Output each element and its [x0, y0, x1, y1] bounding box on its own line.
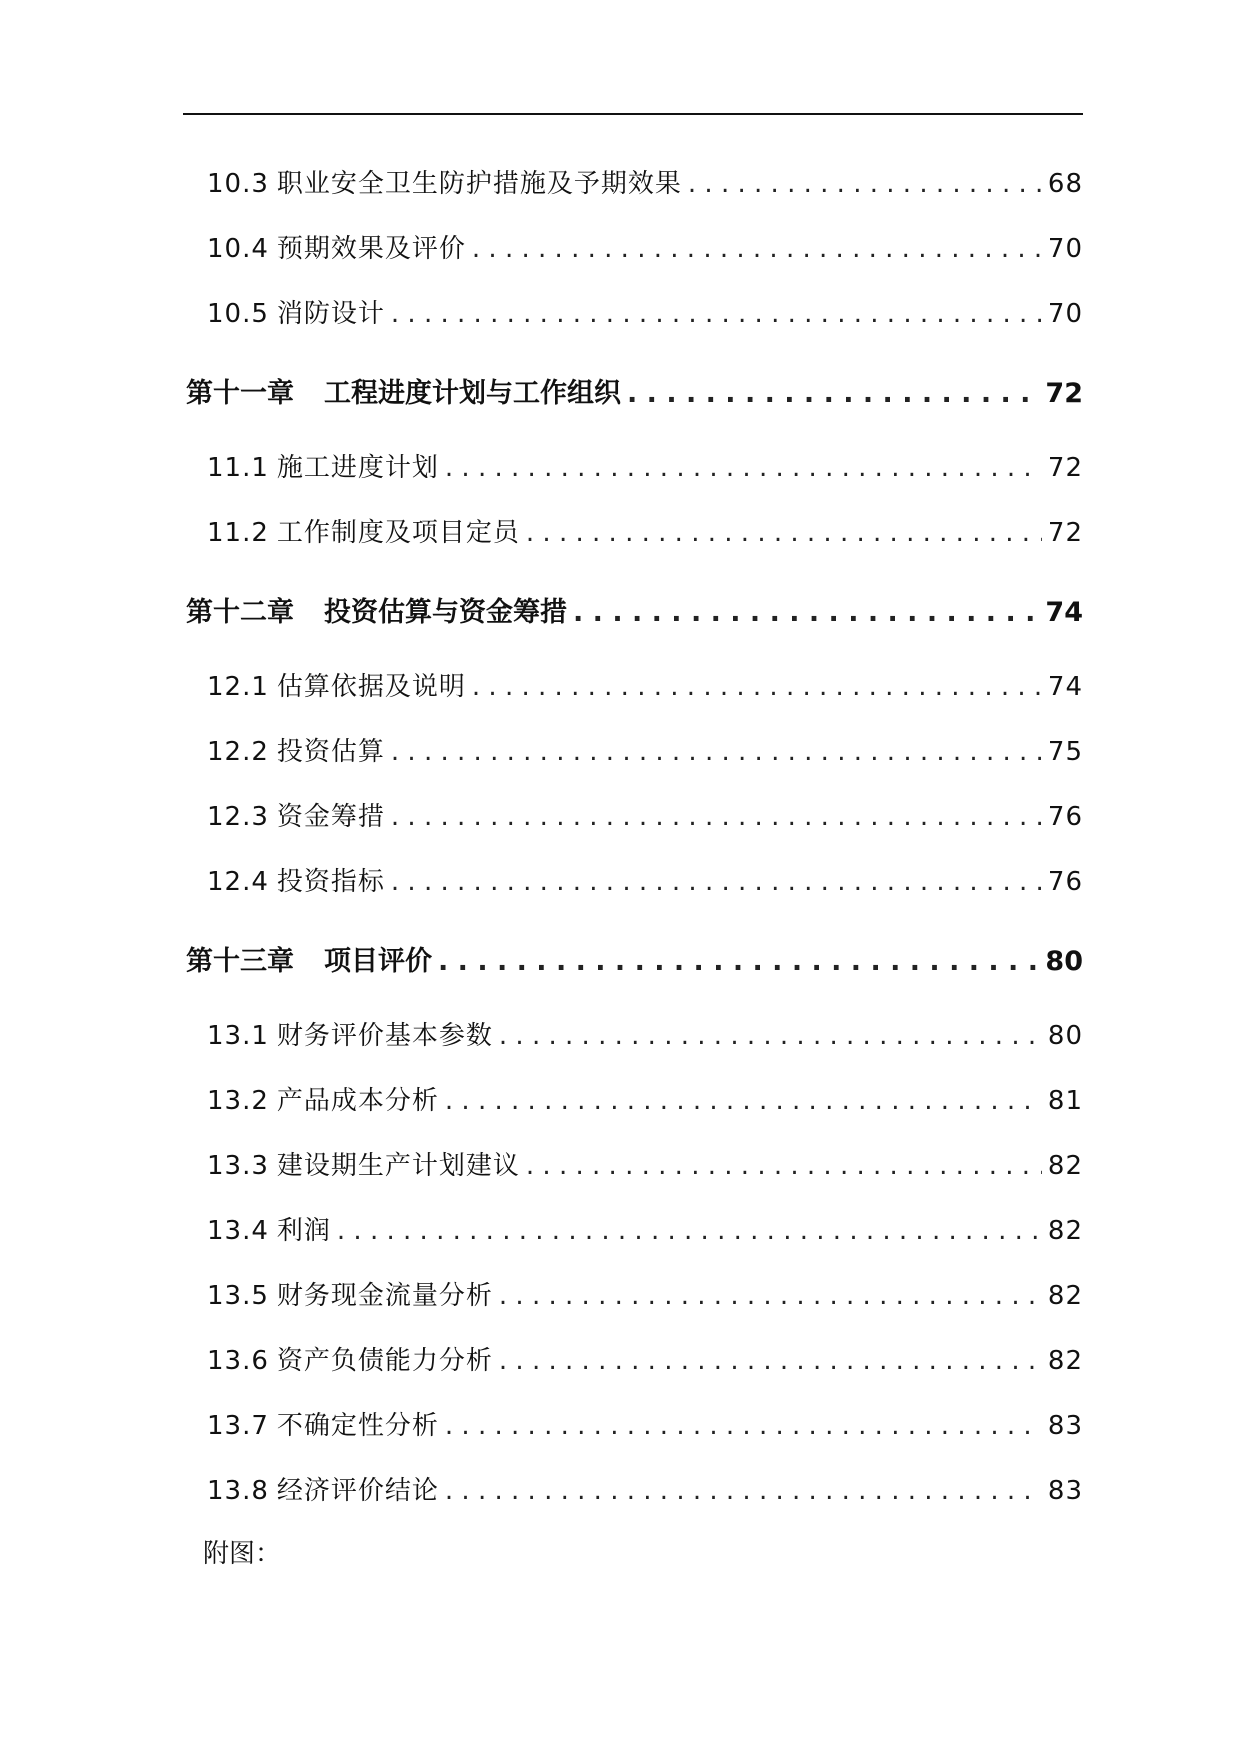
toc-entry-title: 不确定性分析 [276, 1411, 439, 1441]
toc-entry-number: 12.3 [207, 802, 269, 832]
toc-entry-number: 13.4 [207, 1216, 269, 1246]
toc-entry-title: 财务评价基本参数 [276, 1021, 493, 1051]
toc-entry-page: 75 [1047, 737, 1083, 767]
toc-entry-page: 81 [1047, 1086, 1083, 1116]
toc-entry-title: 产品成本分析 [276, 1086, 439, 1116]
toc-entry-page: 70 [1047, 299, 1083, 329]
toc-chapter-title: 投资估算与资金筹措 [324, 597, 567, 628]
toc-entry-13-2[interactable] [207, 1080, 1083, 1117]
toc-dot-leader [499, 1346, 1042, 1376]
toc-chapter-page: 74 [1045, 597, 1083, 628]
toc-entry-number: 13.8 [207, 1476, 269, 1506]
toc-entry-page: 70 [1047, 234, 1083, 264]
toc-entry-title: 财务现金流量分析 [276, 1281, 493, 1311]
toc-dot-leader [391, 867, 1042, 897]
toc-dot-leader [472, 672, 1042, 702]
toc-entry-page: 83 [1047, 1476, 1083, 1506]
toc-entry-page: 76 [1047, 867, 1083, 897]
toc-entry-page: 82 [1047, 1216, 1083, 1246]
toc-dot-leader [688, 169, 1042, 199]
toc-dot-leader [438, 946, 1039, 977]
toc-entry-number: 12.2 [207, 737, 269, 767]
toc-entry-number: 13.1 [207, 1021, 269, 1051]
toc-dot-leader [526, 518, 1042, 548]
toc-entry-title: 投资指标 [276, 867, 385, 897]
toc-entry-page: 72 [1047, 518, 1083, 548]
toc-chapter-13[interactable] [186, 939, 1083, 978]
appendix-label: 附图： [203, 1539, 282, 1569]
toc-dot-leader [391, 299, 1042, 329]
toc-dot-leader [526, 1151, 1042, 1181]
toc-dot-leader [445, 453, 1042, 483]
toc-entry-page: 68 [1047, 169, 1083, 199]
toc-entry-10-3[interactable] [207, 163, 1083, 200]
toc-dot-leader [337, 1216, 1042, 1246]
toc-entry-title: 经济评价结论 [276, 1476, 439, 1506]
toc-entry-10-4[interactable] [207, 228, 1083, 265]
toc-entry-13-7[interactable] [207, 1405, 1083, 1442]
toc-entry-page: 83 [1047, 1411, 1083, 1441]
toc-entry-title: 工作制度及项目定员 [276, 518, 520, 548]
toc-entry-page: 76 [1047, 802, 1083, 832]
toc-entry-number: 13.5 [207, 1281, 269, 1311]
toc-dot-leader [391, 802, 1042, 832]
toc-entry-11-2[interactable] [207, 512, 1083, 549]
toc-chapter-12[interactable] [186, 590, 1083, 629]
toc-dot-leader [445, 1476, 1042, 1506]
toc-entry-number: 13.3 [207, 1151, 269, 1181]
toc-chapter-page: 80 [1045, 946, 1083, 977]
toc-chapter-title: 工程进度计划与工作组织 [324, 378, 621, 409]
toc-entry-number: 12.1 [207, 672, 269, 702]
header-rule [183, 113, 1083, 115]
toc-chapter-page: 72 [1045, 378, 1083, 409]
toc-dot-leader [391, 737, 1042, 767]
toc-entry-page: 74 [1047, 672, 1083, 702]
toc-entry-page: 82 [1047, 1281, 1083, 1311]
toc-dot-leader [499, 1281, 1042, 1311]
toc-entry-number: 13.2 [207, 1086, 269, 1116]
toc-entry-12-1[interactable] [207, 666, 1083, 703]
toc-entry-title: 预期效果及评价 [276, 234, 466, 264]
toc-entry-number: 10.5 [207, 299, 269, 329]
toc-entry-13-3[interactable] [207, 1145, 1083, 1182]
toc-entry-11-1[interactable] [207, 447, 1083, 484]
toc-chapter-number: 第十一章 [186, 378, 294, 409]
toc-entry-13-1[interactable] [207, 1015, 1083, 1052]
toc-chapter-number: 第十三章 [186, 946, 294, 977]
toc-entry-title: 资金筹措 [276, 802, 385, 832]
toc-entry-number: 13.7 [207, 1411, 269, 1441]
toc-entry-number: 13.6 [207, 1346, 269, 1376]
toc-entry-page: 80 [1047, 1021, 1083, 1051]
toc-chapter-11[interactable] [186, 371, 1083, 410]
toc-entry-13-8[interactable] [207, 1470, 1083, 1507]
toc-entry-13-5[interactable] [207, 1275, 1083, 1312]
toc-entry-number: 11.1 [207, 453, 269, 483]
toc-entry-number: 12.4 [207, 867, 269, 897]
toc-entry-13-4[interactable] [207, 1210, 1083, 1247]
toc-entry-title: 估算依据及说明 [276, 672, 466, 702]
toc-entry-page: 82 [1047, 1151, 1083, 1181]
toc-dot-leader [445, 1411, 1042, 1441]
toc-dot-leader [499, 1021, 1042, 1051]
toc-entry-title: 资产负债能力分析 [276, 1346, 493, 1376]
toc-entry-title: 职业安全卫生防护措施及予期效果 [276, 169, 682, 199]
toc-entry-12-3[interactable] [207, 796, 1083, 833]
toc-chapter-title: 项目评价 [324, 946, 432, 977]
toc-dot-leader [573, 597, 1039, 628]
toc-entry-number: 11.2 [207, 518, 269, 548]
toc-chapter-number: 第十二章 [186, 597, 294, 628]
toc-entry-title: 消防设计 [276, 299, 385, 329]
toc-dot-leader [627, 378, 1039, 409]
toc-entry-13-6[interactable] [207, 1340, 1083, 1377]
toc-entry-number: 10.4 [207, 234, 269, 264]
toc-entry-title: 建设期生产计划建议 [276, 1151, 520, 1181]
toc-entry-page: 72 [1047, 453, 1083, 483]
toc-entry-10-5[interactable] [207, 293, 1083, 330]
toc-dot-leader [445, 1086, 1042, 1116]
toc-entry-title: 投资估算 [276, 737, 385, 767]
toc-entry-page: 82 [1047, 1346, 1083, 1376]
toc-entry-title: 利润 [276, 1216, 331, 1246]
toc-entry-12-4[interactable] [207, 861, 1083, 898]
toc-entry-12-2[interactable] [207, 731, 1083, 768]
toc-entry-number: 10.3 [207, 169, 269, 199]
toc-dot-leader [472, 234, 1042, 264]
toc-entry-title: 施工进度计划 [276, 453, 439, 483]
